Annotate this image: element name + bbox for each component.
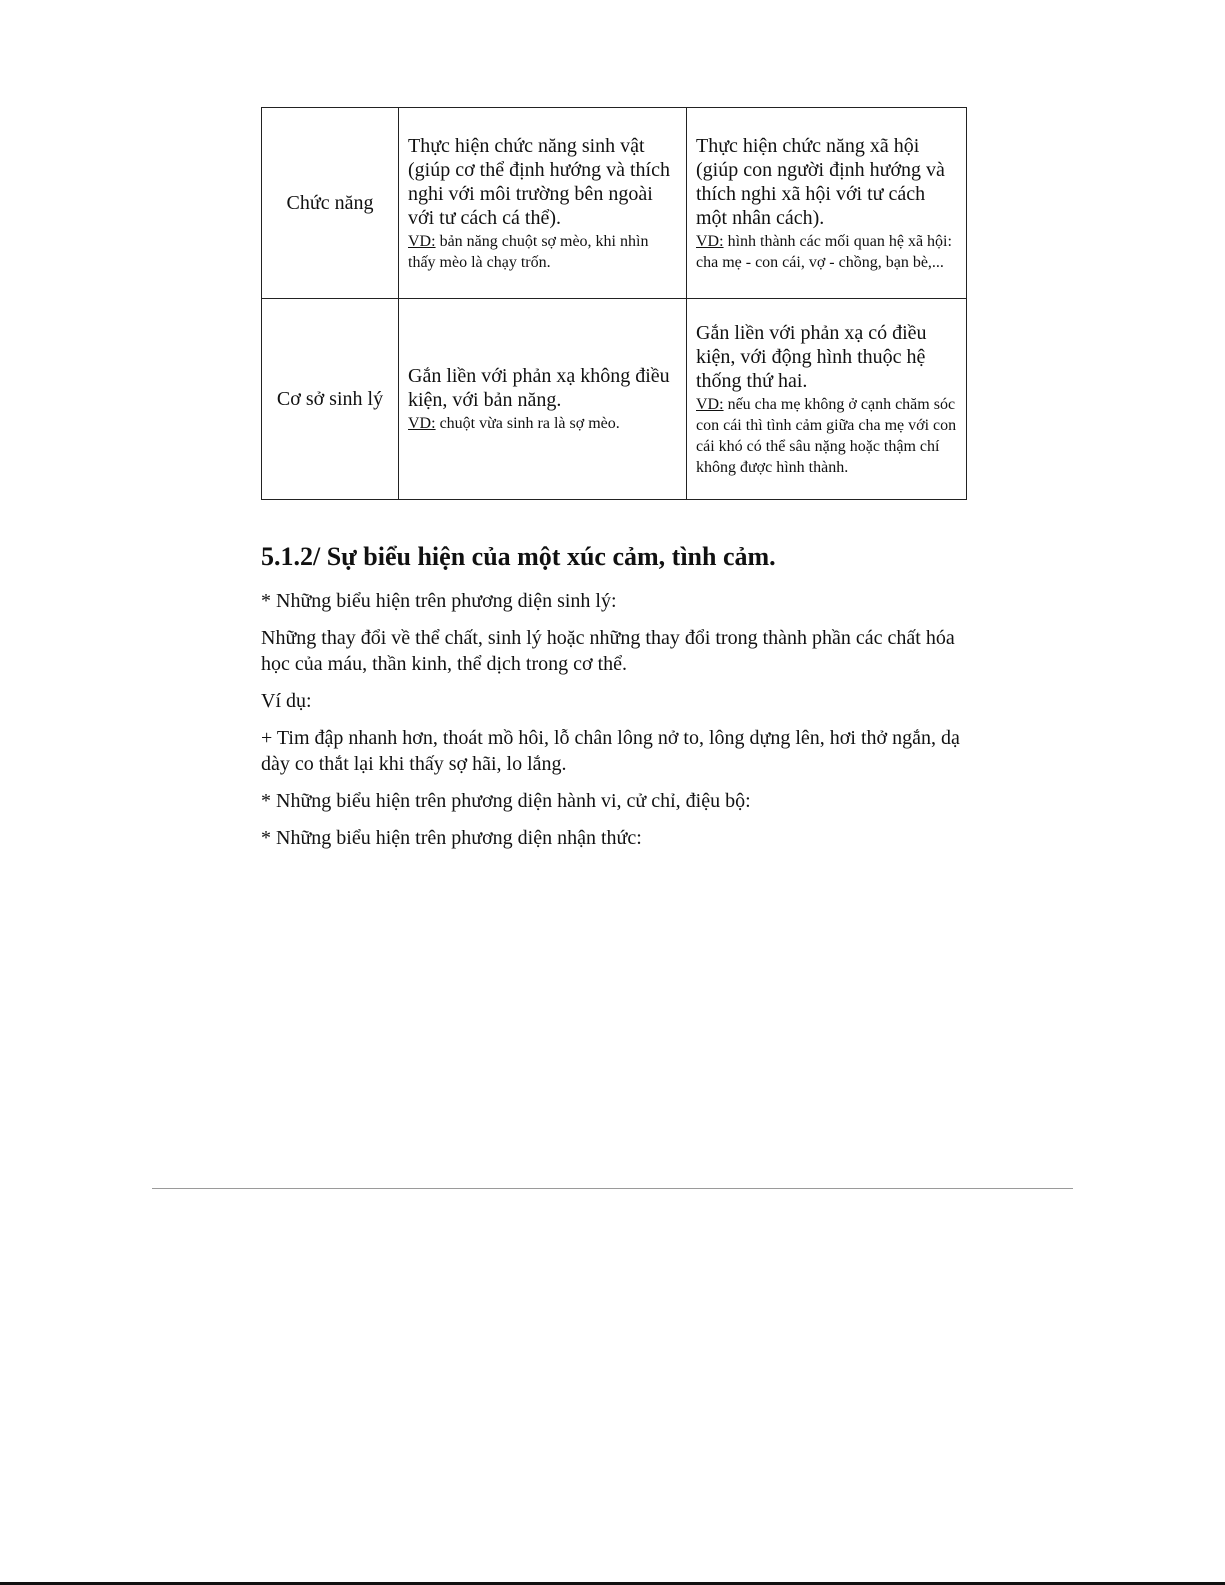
- page-divider: [152, 1188, 1073, 1189]
- cell-example: [408, 231, 678, 273]
- example-text: nếu cha mẹ không ở cạnh chăm sóc con cái thì tình cảm giữa cha mẹ với con cái khó có thể sâu nặng hoặc thậm chí không được hình thành.: [696, 395, 957, 476]
- example-text: chuột vừa sinh ra là sợ mèo.: [435, 415, 620, 432]
- paragraph-behavior-heading: * Những biểu hiện trên phương diện hành vi, cử chỉ, điệu bộ:: [261, 790, 751, 812]
- cell-text: Thực hiện chức năng xã hội (giúp con người định hướng và thích nghi xã hội với tư cách một nhân cách).: [696, 134, 945, 229]
- cell-text: Gắn liền với phản xạ không điều kiện, với bản năng.: [408, 365, 670, 411]
- example-tag: VD:: [408, 232, 436, 250]
- paragraph-physiological-description: Những thay đổi về thể chất, sinh lý hoặc những thay đổi trong thành phần các chất hóa học của máu, thần kinh, thể dịch trong cơ thể.: [261, 627, 955, 675]
- example-tag: VD:: [696, 395, 724, 413]
- cell-conditioned-reflex: [687, 299, 967, 500]
- cell-unconditioned-reflex: [399, 299, 687, 500]
- cell-example: [696, 231, 958, 273]
- paragraph-cognition-heading: * Những biểu hiện trên phương diện nhận thức:: [261, 827, 642, 849]
- section-emotion-expression: [261, 540, 966, 862]
- paragraph-example-detail: + Tim đập nhanh hơn, thoát mồ hôi, lỗ chân lông nở to, lông dựng lên, hơi thở ngắn, dạ dày co thắt lại khi thấy sợ hãi, lo lắng.: [261, 727, 960, 775]
- cell-biological-function: [399, 108, 687, 299]
- example-text: hình thành các mối quan hệ xã hội: cha mẹ - con cái, vợ - chồng, bạn bè,...: [696, 232, 952, 271]
- cell-example: [408, 413, 678, 434]
- section-heading: 5.1.2/ Sự biểu hiện của một xúc cảm, tình cảm.: [261, 542, 776, 571]
- row-label-function: Chức năng: [262, 108, 399, 299]
- table-row-physiological-basis: [262, 299, 967, 500]
- comparison-table: [261, 107, 967, 500]
- cell-social-function: [687, 108, 967, 299]
- cell-text: Thực hiện chức năng sinh vật (giúp cơ thể định hướng và thích nghi với môi trường bên ngoài với tư cách cá thể).: [408, 134, 670, 229]
- example-text: bản năng chuột sợ mèo, khi nhìn thấy mèo là chạy trốn.: [408, 232, 649, 271]
- paragraph-example-label: Ví dụ:: [261, 690, 312, 712]
- example-tag: VD:: [696, 232, 724, 250]
- cell-example: [696, 394, 958, 478]
- paragraph-physiological-heading: * Những biểu hiện trên phương diện sinh lý:: [261, 590, 617, 612]
- table-row-function: [262, 108, 967, 299]
- cell-text: Gắn liền với phản xạ có điều kiện, với động hình thuộc hệ thống thứ hai.: [696, 321, 927, 392]
- row-label-physiological-basis: Cơ sở sinh lý: [262, 299, 399, 500]
- example-tag: VD:: [408, 415, 436, 432]
